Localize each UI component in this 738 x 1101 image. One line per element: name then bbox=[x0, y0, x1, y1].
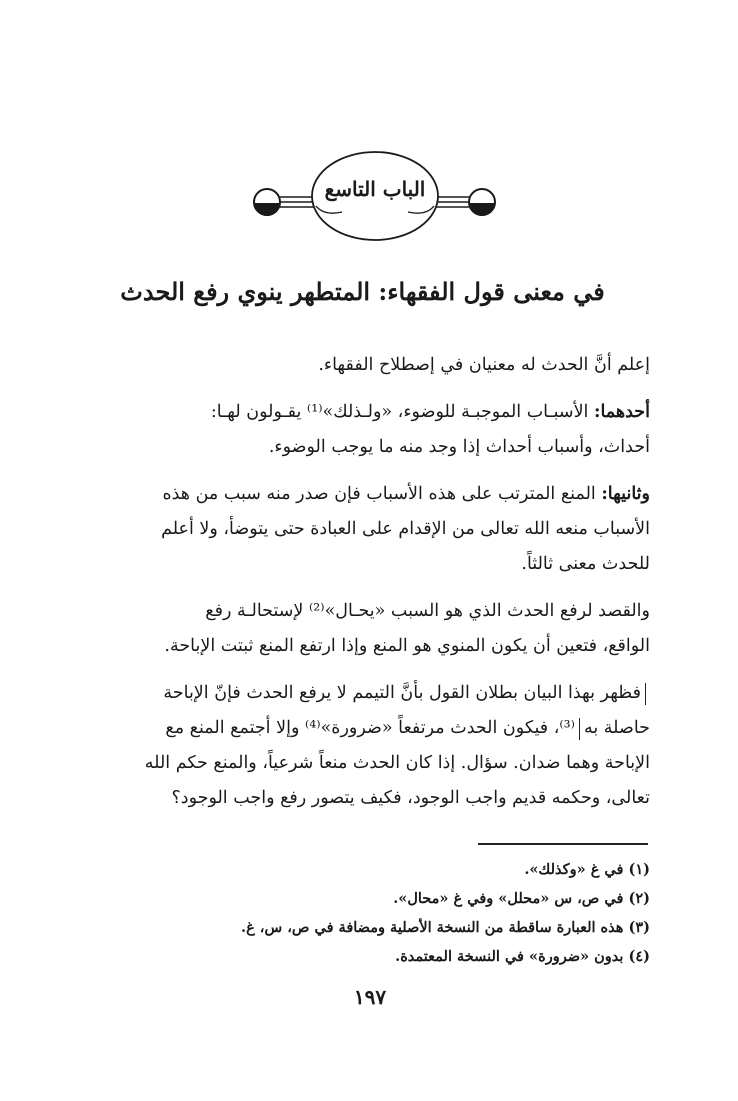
footnote: (٤) بدون «ضرورة» في النسخة المعتمدة. bbox=[395, 948, 650, 965]
chapter-ornament bbox=[250, 148, 500, 244]
text-line: الأسباب منعه الله تعالى من الإقدام على العبادة حتى يتوضأ، ولا أعلم bbox=[161, 519, 650, 539]
text-segment: حاصلة به bbox=[583, 718, 650, 738]
text-segment: فظهر بهذا البيان بطلان القول بأنَّ التيمم لا يرفع الحدث فإنّ الإباحة bbox=[163, 683, 641, 703]
footnote: (٢) في ص، س «محلل» وفي غ «محال». bbox=[393, 890, 650, 907]
footnote: (٣) هذه العبارة ساقطة من النسخة الأصلية ومضافة في ص، س، غ. bbox=[241, 919, 650, 936]
text-line: تعالى، وحكمه قديم واجب الوجود، فكيف يتصور رفع واجب الوجود؟ bbox=[171, 788, 650, 808]
footnote: (١) في غ «وكذلك». bbox=[524, 861, 650, 878]
text-line: الإباحة وهما ضدان. سؤال. إذا كان الحدث منعاً شرعياً، والمنع حكم الله bbox=[144, 753, 650, 773]
text-line: الواقع، فتعين أن يكون المنوي هو المنع وإذا ارتفع المنع ثبتت الإباحة. bbox=[164, 636, 650, 656]
paragraph-lead: وثانيها: bbox=[601, 484, 650, 504]
text-line bbox=[92, 676, 650, 711]
text-line: والقصد لرفع الحدث الذي هو السبب «يحـال»⁽²⁾ لإستحالـة رفع bbox=[205, 601, 650, 621]
paragraph-2 bbox=[92, 395, 650, 465]
section-heading: في معنى قول الفقهاء: المتطهر ينوي رفع الحدث bbox=[120, 277, 605, 306]
text-line bbox=[92, 395, 650, 430]
footnotes bbox=[180, 855, 650, 971]
text-line: إعلم أنَّ الحدث له معنيان في إصطلاح الفقهاء. bbox=[318, 355, 650, 375]
paragraph-4 bbox=[92, 594, 650, 664]
chapter-title: الباب التاسع bbox=[324, 177, 426, 201]
section-marker bbox=[645, 683, 646, 705]
page-number: ١٩٧ bbox=[353, 985, 387, 1009]
text-line: للحدث معنى ثالثاً. bbox=[521, 554, 650, 574]
text-segment: المنع المترتب على هذه الأسباب فإن صدر منه سبب من هذه bbox=[162, 484, 602, 504]
body-text bbox=[92, 348, 650, 816]
text-line bbox=[92, 477, 650, 512]
paragraph-3 bbox=[92, 477, 650, 582]
paragraph-1 bbox=[92, 348, 650, 383]
text-segment: ⁽³⁾، فيكون الحدث مرتفعاً «ضرورة»⁽⁴⁾ وإلا أجتمع المنع مع bbox=[165, 718, 575, 738]
paragraph-lead: أحدهما: bbox=[593, 402, 650, 422]
text-segment: الأسبـاب الموجبـة للوضوء، «ولـذلك»⁽¹⁾ يقـولون لهـا: bbox=[210, 402, 594, 422]
text-line: أحداث، وأسباب أحداث إذا وجد منه ما يوجب الوضوء. bbox=[268, 437, 650, 457]
paragraph-5 bbox=[92, 676, 650, 816]
footnote-separator bbox=[478, 843, 648, 845]
section-marker bbox=[579, 718, 580, 740]
text-line bbox=[92, 711, 650, 746]
